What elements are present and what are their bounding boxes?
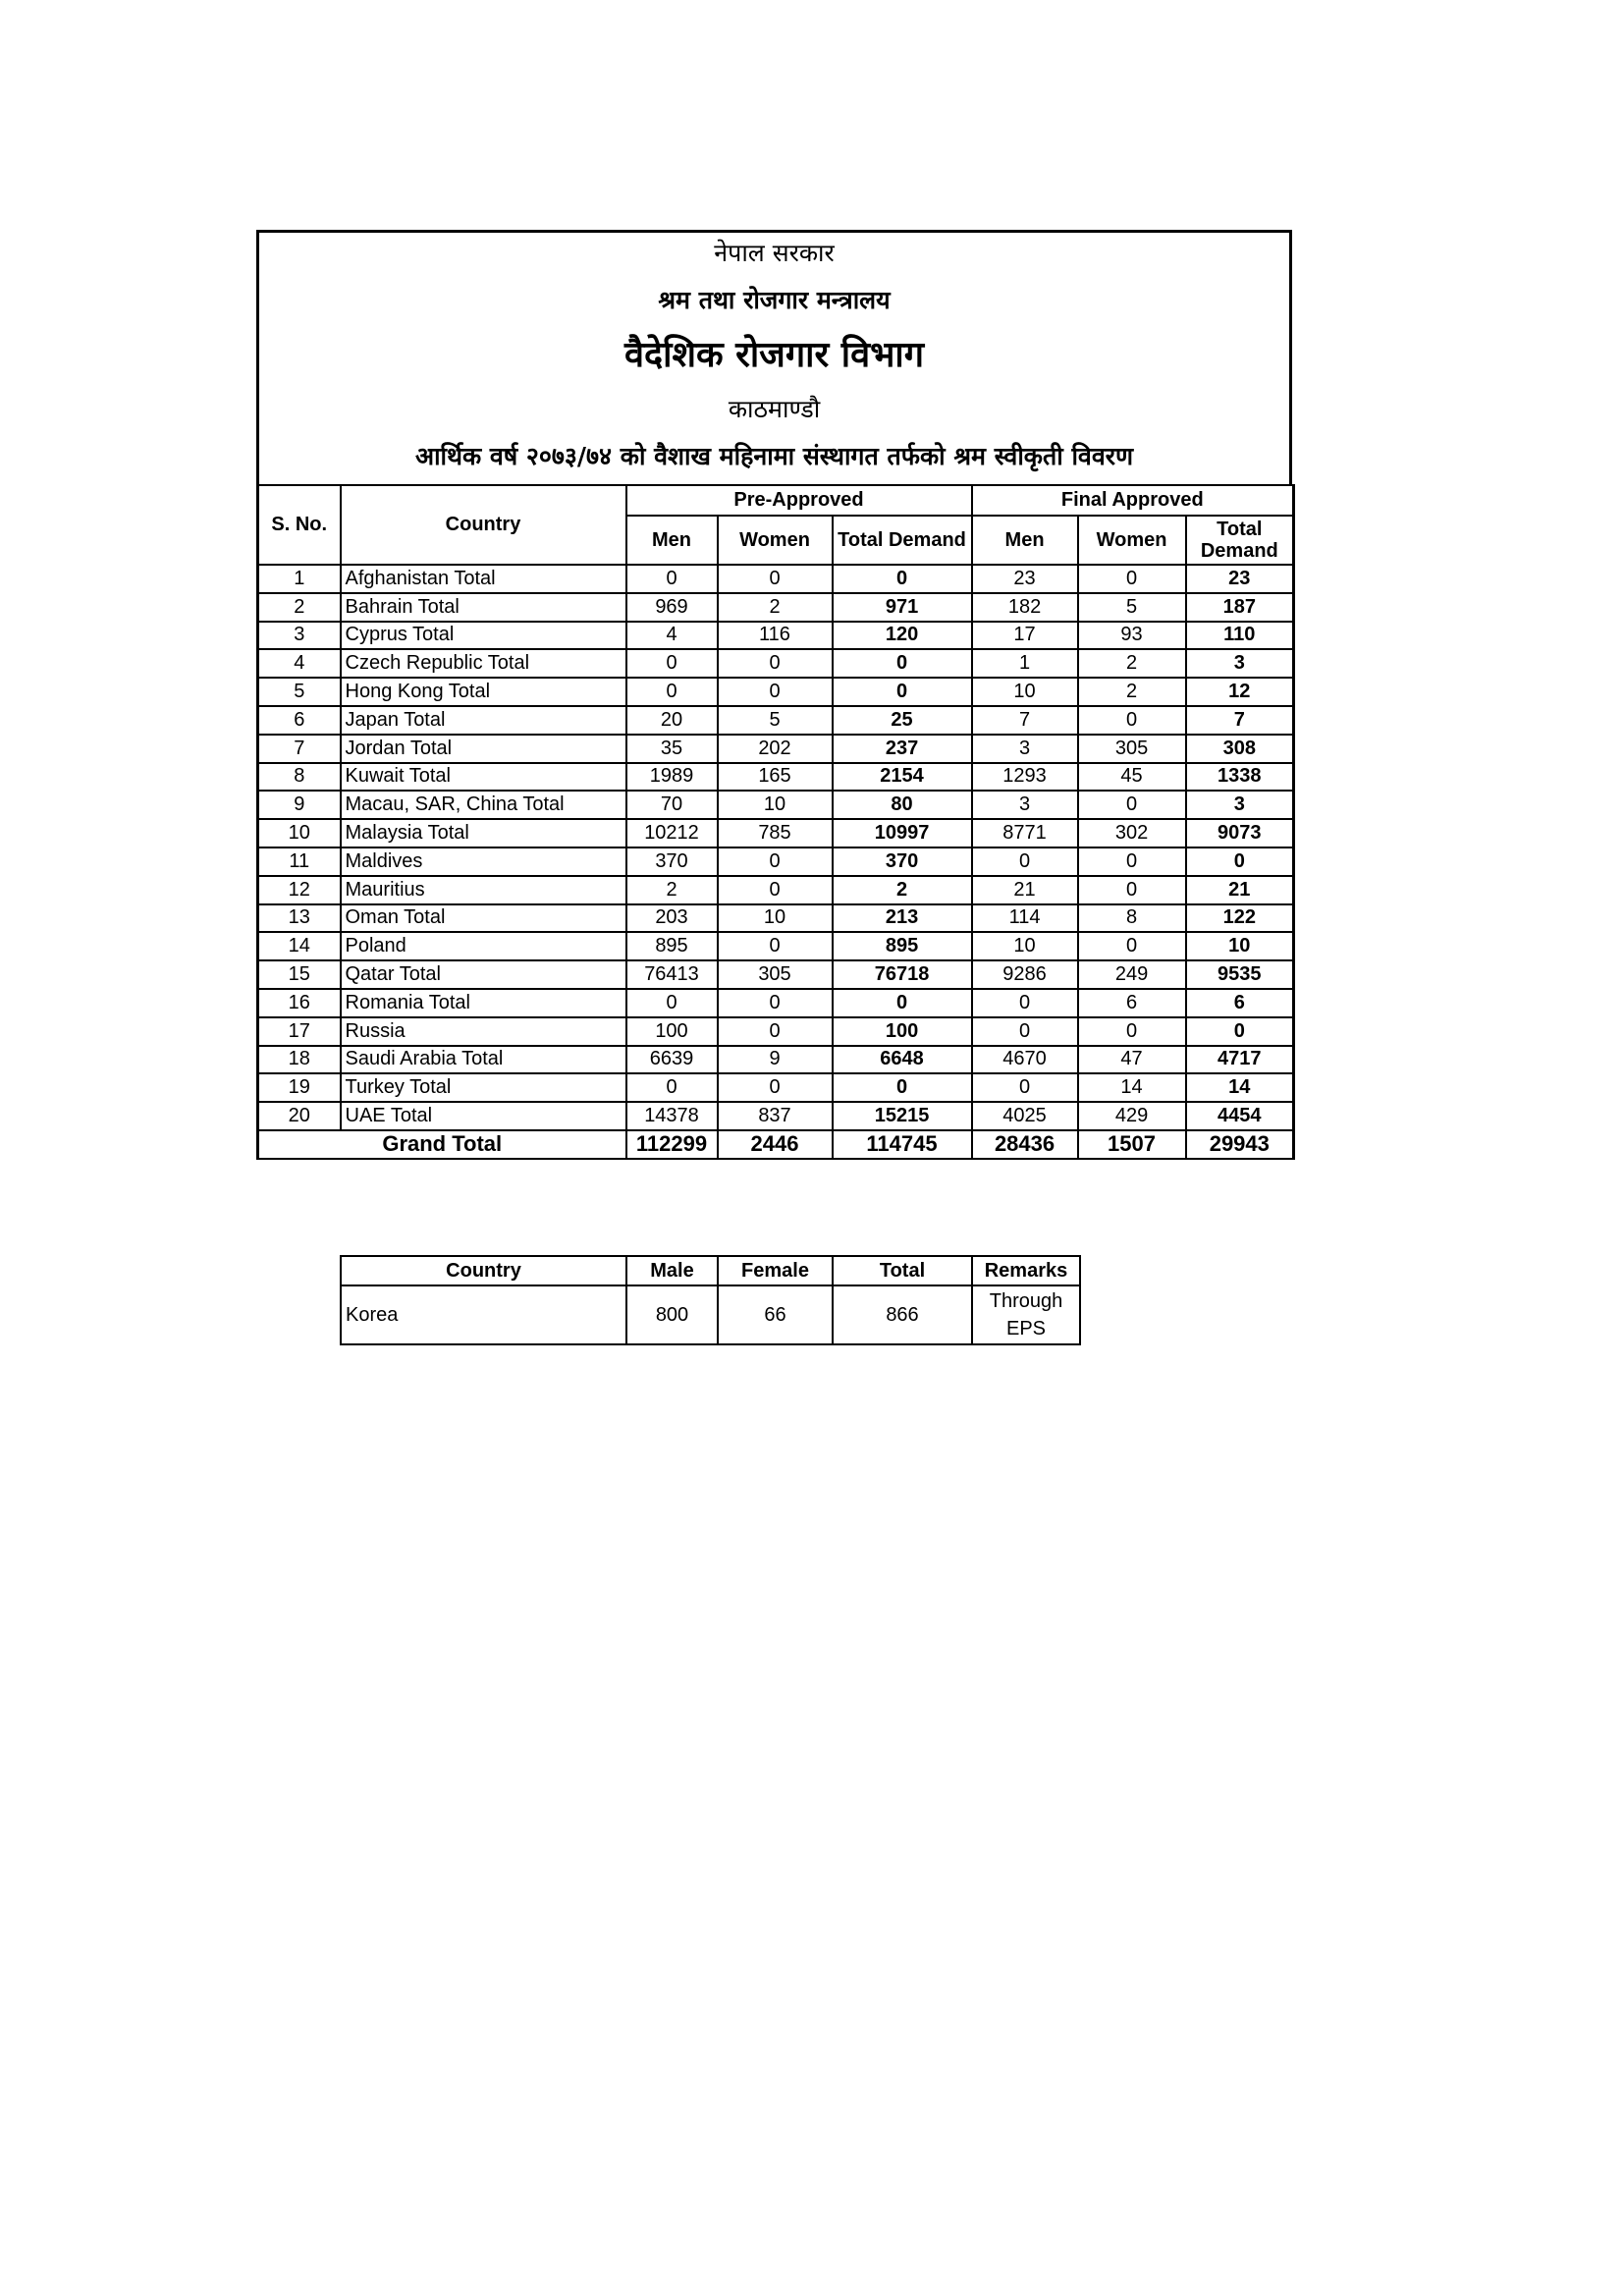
grand-pre-men: 112299 bbox=[626, 1130, 718, 1159]
report-header bbox=[256, 230, 1292, 484]
grand-pre-total: 114745 bbox=[833, 1130, 972, 1159]
grand-total-label: Grand Total bbox=[258, 1130, 626, 1159]
row-pre-men: 20 bbox=[626, 706, 718, 735]
row-pre-women: 10 bbox=[718, 791, 833, 819]
row-fin-men: 0 bbox=[972, 847, 1078, 876]
row-pre-women: 0 bbox=[718, 847, 833, 876]
row-pre-total: 100 bbox=[833, 1017, 972, 1046]
row-fin-total: 12 bbox=[1186, 678, 1294, 706]
row-fin-total: 9073 bbox=[1186, 819, 1294, 847]
row-country: Macau, SAR, China Total bbox=[341, 791, 626, 819]
row-sno: 7 bbox=[258, 735, 341, 763]
korea-data-row bbox=[341, 1285, 1080, 1344]
row-fin-men: 1 bbox=[972, 649, 1078, 678]
row-pre-total: 0 bbox=[833, 649, 972, 678]
row-fin-men: 182 bbox=[972, 593, 1078, 622]
table-row bbox=[258, 1102, 1294, 1130]
row-fin-men: 0 bbox=[972, 1073, 1078, 1102]
row-sno: 8 bbox=[258, 763, 341, 792]
korea-remarks: Through EPS bbox=[972, 1285, 1080, 1344]
grand-fin-women: 1507 bbox=[1078, 1130, 1186, 1159]
row-pre-total: 80 bbox=[833, 791, 972, 819]
row-pre-men: 70 bbox=[626, 791, 718, 819]
header-department: वैदेशिक रोजगार विभाग bbox=[624, 335, 924, 375]
row-fin-men: 3 bbox=[972, 791, 1078, 819]
row-pre-women: 0 bbox=[718, 932, 833, 960]
row-sno: 17 bbox=[258, 1017, 341, 1046]
col-country-header: Country bbox=[341, 485, 626, 565]
row-pre-men: 0 bbox=[626, 649, 718, 678]
row-country: Maldives bbox=[341, 847, 626, 876]
fin-women-header: Women bbox=[1078, 516, 1186, 565]
row-sno: 19 bbox=[258, 1073, 341, 1102]
row-fin-women: 0 bbox=[1078, 876, 1186, 904]
row-fin-women: 302 bbox=[1078, 819, 1186, 847]
fin-total-header: Total Demand bbox=[1186, 516, 1294, 565]
row-sno: 14 bbox=[258, 932, 341, 960]
row-fin-women: 2 bbox=[1078, 678, 1186, 706]
table-row bbox=[258, 565, 1294, 593]
pre-men-header: Men bbox=[626, 516, 718, 565]
row-fin-total: 14 bbox=[1186, 1073, 1294, 1102]
row-fin-women: 0 bbox=[1078, 706, 1186, 735]
korea-male: 800 bbox=[626, 1285, 718, 1344]
row-fin-men: 17 bbox=[972, 622, 1078, 650]
row-fin-total: 6 bbox=[1186, 989, 1294, 1017]
row-pre-men: 0 bbox=[626, 989, 718, 1017]
row-fin-total: 0 bbox=[1186, 1017, 1294, 1046]
row-sno: 2 bbox=[258, 593, 341, 622]
row-pre-women: 165 bbox=[718, 763, 833, 792]
korea-total-header: Total bbox=[833, 1256, 972, 1285]
row-pre-men: 10212 bbox=[626, 819, 718, 847]
korea-female-header: Female bbox=[718, 1256, 833, 1285]
row-pre-total: 6648 bbox=[833, 1046, 972, 1074]
grand-pre-women: 2446 bbox=[718, 1130, 833, 1159]
row-fin-women: 5 bbox=[1078, 593, 1186, 622]
table-row bbox=[258, 819, 1294, 847]
row-pre-men: 6639 bbox=[626, 1046, 718, 1074]
row-pre-women: 0 bbox=[718, 1017, 833, 1046]
row-fin-men: 23 bbox=[972, 565, 1078, 593]
row-fin-men: 9286 bbox=[972, 960, 1078, 989]
pre-women-header: Women bbox=[718, 516, 833, 565]
row-country: Poland bbox=[341, 932, 626, 960]
row-fin-men: 114 bbox=[972, 904, 1078, 933]
row-pre-men: 4 bbox=[626, 622, 718, 650]
row-pre-men: 969 bbox=[626, 593, 718, 622]
row-pre-men: 1989 bbox=[626, 763, 718, 792]
row-pre-total: 2 bbox=[833, 876, 972, 904]
row-fin-women: 249 bbox=[1078, 960, 1186, 989]
row-fin-total: 0 bbox=[1186, 847, 1294, 876]
row-country: Kuwait Total bbox=[341, 763, 626, 792]
row-sno: 16 bbox=[258, 989, 341, 1017]
labor-approval-table bbox=[256, 484, 1295, 1160]
row-pre-women: 0 bbox=[718, 876, 833, 904]
row-sno: 1 bbox=[258, 565, 341, 593]
row-pre-women: 2 bbox=[718, 593, 833, 622]
row-pre-men: 0 bbox=[626, 1073, 718, 1102]
row-pre-total: 895 bbox=[833, 932, 972, 960]
row-pre-men: 0 bbox=[626, 565, 718, 593]
pre-approved-header: Pre-Approved bbox=[626, 485, 972, 516]
row-sno: 20 bbox=[258, 1102, 341, 1130]
row-pre-women: 305 bbox=[718, 960, 833, 989]
row-country: Hong Kong Total bbox=[341, 678, 626, 706]
row-pre-women: 116 bbox=[718, 622, 833, 650]
row-pre-women: 0 bbox=[718, 989, 833, 1017]
row-sno: 9 bbox=[258, 791, 341, 819]
row-fin-women: 0 bbox=[1078, 565, 1186, 593]
row-fin-women: 305 bbox=[1078, 735, 1186, 763]
table-row bbox=[258, 989, 1294, 1017]
table-row bbox=[258, 593, 1294, 622]
row-pre-men: 370 bbox=[626, 847, 718, 876]
row-fin-men: 10 bbox=[972, 932, 1078, 960]
row-country: Malaysia Total bbox=[341, 819, 626, 847]
row-fin-total: 308 bbox=[1186, 735, 1294, 763]
row-pre-total: 15215 bbox=[833, 1102, 972, 1130]
row-sno: 10 bbox=[258, 819, 341, 847]
row-fin-women: 0 bbox=[1078, 847, 1186, 876]
table-row bbox=[258, 735, 1294, 763]
row-pre-men: 14378 bbox=[626, 1102, 718, 1130]
korea-header-row bbox=[341, 1256, 1080, 1285]
row-country: Bahrain Total bbox=[341, 593, 626, 622]
row-pre-women: 5 bbox=[718, 706, 833, 735]
row-sno: 11 bbox=[258, 847, 341, 876]
row-pre-women: 9 bbox=[718, 1046, 833, 1074]
korea-country: Korea bbox=[341, 1285, 626, 1344]
header-report-title: आर्थिक वर्ष २०७३/७४ को वैशाख महिनामा संस्थागत तर्फको श्रम स्वीकृती विवरण bbox=[414, 442, 1134, 470]
row-country: Japan Total bbox=[341, 706, 626, 735]
korea-female: 66 bbox=[718, 1285, 833, 1344]
row-country: Qatar Total bbox=[341, 960, 626, 989]
row-pre-total: 2154 bbox=[833, 763, 972, 792]
row-sno: 3 bbox=[258, 622, 341, 650]
header-location: काठमाण्डौ bbox=[728, 395, 821, 423]
row-sno: 4 bbox=[258, 649, 341, 678]
row-pre-total: 0 bbox=[833, 989, 972, 1017]
header-ministry: श्रम तथा रोजगार मन्त्रालय bbox=[658, 286, 891, 314]
row-pre-total: 0 bbox=[833, 678, 972, 706]
row-fin-total: 122 bbox=[1186, 904, 1294, 933]
row-pre-total: 971 bbox=[833, 593, 972, 622]
row-fin-women: 429 bbox=[1078, 1102, 1186, 1130]
row-fin-men: 7 bbox=[972, 706, 1078, 735]
row-fin-women: 6 bbox=[1078, 989, 1186, 1017]
table-header-row bbox=[258, 485, 1294, 516]
table-row bbox=[258, 932, 1294, 960]
row-fin-women: 2 bbox=[1078, 649, 1186, 678]
row-country: Czech Republic Total bbox=[341, 649, 626, 678]
row-fin-total: 4717 bbox=[1186, 1046, 1294, 1074]
row-country: Jordan Total bbox=[341, 735, 626, 763]
row-sno: 12 bbox=[258, 876, 341, 904]
row-pre-total: 237 bbox=[833, 735, 972, 763]
row-pre-women: 202 bbox=[718, 735, 833, 763]
table-row bbox=[258, 960, 1294, 989]
row-fin-men: 10 bbox=[972, 678, 1078, 706]
row-pre-total: 370 bbox=[833, 847, 972, 876]
row-country: Mauritius bbox=[341, 876, 626, 904]
row-fin-women: 0 bbox=[1078, 791, 1186, 819]
row-pre-total: 0 bbox=[833, 565, 972, 593]
row-fin-women: 0 bbox=[1078, 1017, 1186, 1046]
report-frame bbox=[256, 230, 1292, 1160]
row-fin-men: 8771 bbox=[972, 819, 1078, 847]
row-sno: 6 bbox=[258, 706, 341, 735]
row-fin-total: 23 bbox=[1186, 565, 1294, 593]
row-fin-men: 3 bbox=[972, 735, 1078, 763]
row-pre-women: 0 bbox=[718, 1073, 833, 1102]
row-pre-women: 10 bbox=[718, 904, 833, 933]
row-fin-men: 21 bbox=[972, 876, 1078, 904]
row-sno: 18 bbox=[258, 1046, 341, 1074]
pre-total-header: Total Demand bbox=[833, 516, 972, 565]
table-row bbox=[258, 1046, 1294, 1074]
row-sno: 15 bbox=[258, 960, 341, 989]
row-fin-total: 4454 bbox=[1186, 1102, 1294, 1130]
row-fin-men: 0 bbox=[972, 989, 1078, 1017]
row-pre-men: 203 bbox=[626, 904, 718, 933]
row-fin-total: 7 bbox=[1186, 706, 1294, 735]
row-fin-men: 0 bbox=[972, 1017, 1078, 1046]
korea-country-header: Country bbox=[341, 1256, 626, 1285]
table-row bbox=[258, 1073, 1294, 1102]
final-approved-header: Final Approved bbox=[972, 485, 1294, 516]
row-pre-men: 2 bbox=[626, 876, 718, 904]
korea-eps-table bbox=[340, 1255, 1081, 1345]
row-fin-women: 8 bbox=[1078, 904, 1186, 933]
row-fin-total: 3 bbox=[1186, 791, 1294, 819]
row-sno: 13 bbox=[258, 904, 341, 933]
grand-total-row bbox=[258, 1130, 1294, 1159]
row-country: Cyprus Total bbox=[341, 622, 626, 650]
row-pre-total: 0 bbox=[833, 1073, 972, 1102]
row-sno: 5 bbox=[258, 678, 341, 706]
grand-fin-men: 28436 bbox=[972, 1130, 1078, 1159]
row-country: Russia bbox=[341, 1017, 626, 1046]
table-row bbox=[258, 791, 1294, 819]
row-country: UAE Total bbox=[341, 1102, 626, 1130]
table-row bbox=[258, 649, 1294, 678]
row-country: Saudi Arabia Total bbox=[341, 1046, 626, 1074]
row-pre-women: 0 bbox=[718, 649, 833, 678]
row-pre-men: 100 bbox=[626, 1017, 718, 1046]
row-pre-men: 35 bbox=[626, 735, 718, 763]
table-row bbox=[258, 622, 1294, 650]
row-pre-total: 120 bbox=[833, 622, 972, 650]
row-pre-men: 895 bbox=[626, 932, 718, 960]
row-fin-women: 0 bbox=[1078, 932, 1186, 960]
row-country: Romania Total bbox=[341, 989, 626, 1017]
table-row bbox=[258, 1017, 1294, 1046]
table-row bbox=[258, 763, 1294, 792]
grand-fin-total: 29943 bbox=[1186, 1130, 1294, 1159]
table-row bbox=[258, 876, 1294, 904]
row-pre-women: 785 bbox=[718, 819, 833, 847]
row-pre-total: 25 bbox=[833, 706, 972, 735]
row-fin-total: 21 bbox=[1186, 876, 1294, 904]
row-pre-total: 213 bbox=[833, 904, 972, 933]
row-fin-total: 9535 bbox=[1186, 960, 1294, 989]
row-fin-women: 47 bbox=[1078, 1046, 1186, 1074]
row-pre-women: 0 bbox=[718, 565, 833, 593]
row-fin-women: 45 bbox=[1078, 763, 1186, 792]
row-country: Afghanistan Total bbox=[341, 565, 626, 593]
row-fin-total: 187 bbox=[1186, 593, 1294, 622]
row-country: Turkey Total bbox=[341, 1073, 626, 1102]
row-pre-men: 0 bbox=[626, 678, 718, 706]
row-pre-total: 10997 bbox=[833, 819, 972, 847]
row-pre-women: 0 bbox=[718, 678, 833, 706]
table-row bbox=[258, 847, 1294, 876]
row-pre-men: 76413 bbox=[626, 960, 718, 989]
row-country: Oman Total bbox=[341, 904, 626, 933]
row-fin-women: 14 bbox=[1078, 1073, 1186, 1102]
row-fin-total: 3 bbox=[1186, 649, 1294, 678]
row-pre-women: 837 bbox=[718, 1102, 833, 1130]
row-fin-women: 93 bbox=[1078, 622, 1186, 650]
row-fin-total: 1338 bbox=[1186, 763, 1294, 792]
korea-male-header: Male bbox=[626, 1256, 718, 1285]
header-government: नेपाल सरकार bbox=[714, 239, 835, 267]
fin-men-header: Men bbox=[972, 516, 1078, 565]
table-row bbox=[258, 904, 1294, 933]
table-row bbox=[258, 706, 1294, 735]
col-sno-header: S. No. bbox=[258, 485, 341, 565]
row-fin-men: 1293 bbox=[972, 763, 1078, 792]
korea-total: 866 bbox=[833, 1285, 972, 1344]
row-fin-men: 4670 bbox=[972, 1046, 1078, 1074]
korea-remarks-header: Remarks bbox=[972, 1256, 1080, 1285]
row-pre-total: 76718 bbox=[833, 960, 972, 989]
table-row bbox=[258, 678, 1294, 706]
row-fin-total: 10 bbox=[1186, 932, 1294, 960]
row-fin-men: 4025 bbox=[972, 1102, 1078, 1130]
row-fin-total: 110 bbox=[1186, 622, 1294, 650]
